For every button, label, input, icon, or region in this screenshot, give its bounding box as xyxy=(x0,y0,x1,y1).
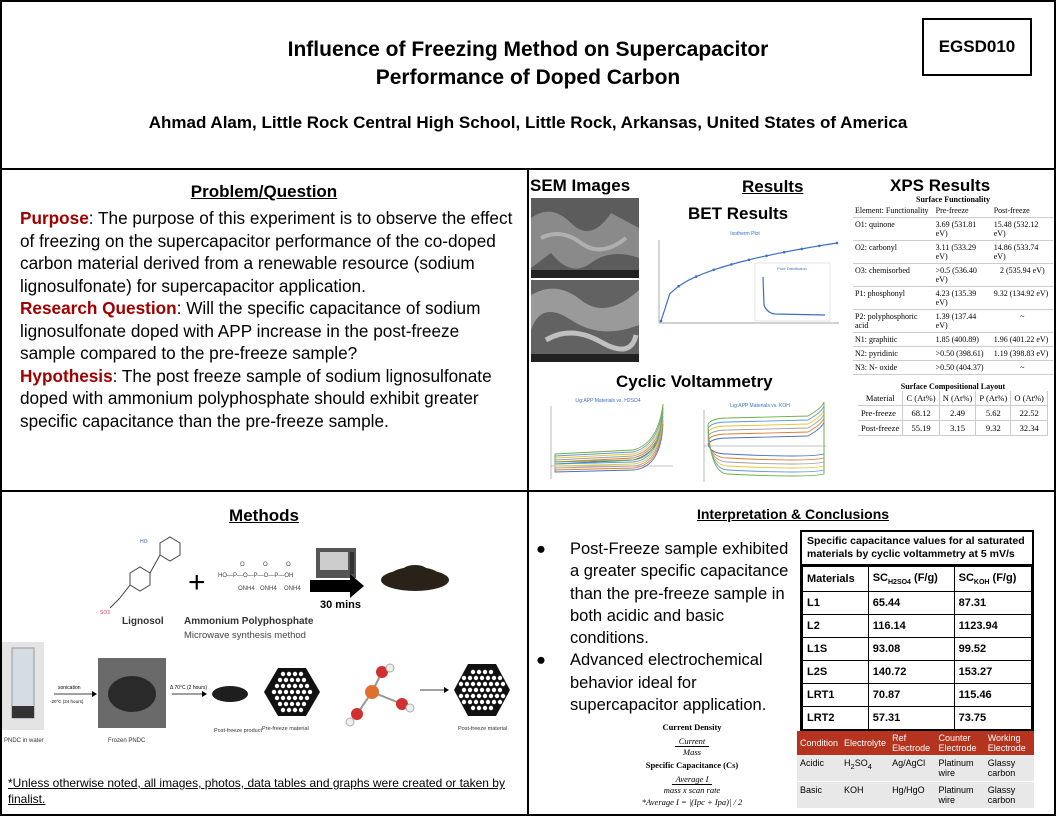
pore-dot xyxy=(489,682,493,686)
bet-point xyxy=(677,285,680,288)
heat-label: Δ 70°C (2 hours) xyxy=(170,685,208,691)
xps1-header: Pre-freeze xyxy=(934,204,992,218)
microwave-icon xyxy=(316,548,356,578)
bet-point xyxy=(801,248,804,251)
pore-dot xyxy=(462,700,466,704)
svg-text:HO—P—O—P—O—P—OH: HO—P—O—P—O—P—OH xyxy=(218,573,294,579)
average-formula: *Average I = |(Ipc + Ipa)| / 2 xyxy=(641,797,743,807)
pore-dot xyxy=(287,696,291,700)
xps2-header: P (At%) xyxy=(976,391,1011,406)
cd-denominator: Mass xyxy=(683,747,701,757)
pore-dot xyxy=(278,690,282,694)
xps-compositional-table xyxy=(858,382,1048,436)
sem-heading: SEM Images xyxy=(530,176,631,195)
cap-header: $SC_{H2SO4}$ (F/g) xyxy=(868,567,954,592)
pore-dot xyxy=(477,706,481,710)
pore-dot xyxy=(293,672,297,676)
bet-point xyxy=(748,259,751,262)
pore-dot xyxy=(305,684,309,688)
table-row: L2S 140.72 153.27 xyxy=(803,661,1032,684)
svg-text:ONH4: ONH4 xyxy=(284,586,301,592)
methods-freeze-diagram xyxy=(2,642,526,750)
xps2-header: N (At%) xyxy=(939,391,976,406)
pore-dot xyxy=(287,672,291,676)
xps2-header: C (At%) xyxy=(903,391,939,406)
row-divider xyxy=(0,490,1056,492)
author-line: Ahmad Alam, Little Rock Central High School, Little Rock, Arkansas, United States of America xyxy=(148,113,908,132)
pore-dot xyxy=(495,694,499,698)
xps1-header: Post-freeze xyxy=(992,204,1053,218)
capacitance-table-title: Specific capacitance values for al saturated materials by cyclic voltammetry at 5 mV/s xyxy=(802,532,1032,566)
pore-dot xyxy=(275,696,279,700)
pore-dot xyxy=(284,690,288,694)
conclusion-bullets xyxy=(532,538,800,716)
table-row: Post-freeze 55.19 3.15 9.32 32.34 xyxy=(858,421,1048,436)
pre-freeze-material-label: Pre-freeze material xyxy=(262,726,309,732)
pore-dot xyxy=(489,694,493,698)
table-row: O1: quinone 3.69 (531.81 eV) 15.48 (532.12 eV) xyxy=(853,218,1053,241)
bet-point xyxy=(713,269,716,272)
pore-dot xyxy=(299,708,303,712)
pore-dot xyxy=(299,684,303,688)
poster-title-line1: Influence of Freezing Method on Supercapacitor xyxy=(287,38,769,61)
cond-header: Condition xyxy=(797,731,841,755)
research-question-label: Research Question xyxy=(20,298,177,318)
pore-dot xyxy=(501,682,505,686)
table-row: P2: polyphosphoric acid 1.39 (137.44 eV) ~ xyxy=(853,310,1053,333)
formulas xyxy=(612,722,772,807)
sem-image-2 xyxy=(531,280,639,362)
post-freeze-product-icon xyxy=(212,686,248,702)
bet-point xyxy=(783,251,786,254)
pore-dot xyxy=(459,682,463,686)
svg-text:SO3: SO3 xyxy=(100,610,111,616)
capacitance-table xyxy=(802,566,1032,730)
sonication-label: sonication xyxy=(58,685,81,691)
pore-dot xyxy=(296,678,300,682)
pore-dot xyxy=(302,690,306,694)
pore-dot xyxy=(477,694,481,698)
post-freeze-material-label: Post-freeze material xyxy=(458,726,508,732)
bet-heading: BET Results xyxy=(688,204,789,223)
capacitance-table-box xyxy=(800,530,1034,732)
pore-dot xyxy=(281,696,285,700)
pore-dot xyxy=(302,678,306,682)
xps-table2-caption: Surface Compositional Layout xyxy=(900,382,1006,391)
purpose-label: Purpose xyxy=(20,208,89,228)
cd-numerator: Current xyxy=(675,736,710,747)
svg-text:ONH4: ONH4 xyxy=(238,586,255,592)
pore-dot xyxy=(459,694,463,698)
pore-dot xyxy=(492,688,496,692)
pore-dot xyxy=(483,670,487,674)
pore-dot xyxy=(468,676,472,680)
research-question-text: : Will the specific capacitance of sodium lignosulfonate doped with APP increase in the post-freeze sample compared to the pre-freeze sample? xyxy=(20,298,481,363)
svg-text:O: O xyxy=(240,562,245,568)
cond-header: Counter Electrode xyxy=(936,731,985,755)
pore-dot xyxy=(465,694,469,698)
list-item: ● Advanced electrochemical behavior ideal for supercapacitor application. xyxy=(536,651,767,715)
cv-plot-h2so4 xyxy=(533,394,678,489)
pore-dot xyxy=(299,672,303,676)
pore-dot xyxy=(480,688,484,692)
pore-dot xyxy=(471,682,475,686)
table-row: O2: carbonyl 3.11 (533.29 eV) 14.86 (533.74 eV) xyxy=(853,241,1053,264)
pore-dot xyxy=(495,682,499,686)
conclusions-heading: Interpretation & Conclusions xyxy=(696,506,890,522)
table-row: L1 65.44 87.31 xyxy=(803,592,1032,615)
bet-isotherm-plot xyxy=(645,225,843,345)
arrow-icon xyxy=(92,691,97,697)
pore-dot xyxy=(480,676,484,680)
cv-left-title: Lig:APP Materials vs. H2SO4 xyxy=(575,398,641,404)
specific-capacitance-label: Specific Capacitance (Cs) xyxy=(645,760,739,770)
bet-point xyxy=(695,275,698,278)
pore-dot xyxy=(471,694,475,698)
app-structure-icon xyxy=(218,562,301,592)
product-pile-icon xyxy=(381,565,449,591)
pore-dot xyxy=(278,678,282,682)
pore-dot xyxy=(272,690,276,694)
problem-text xyxy=(20,207,515,432)
pore-dot xyxy=(281,672,285,676)
pore-dot xyxy=(492,700,496,704)
pore-dot xyxy=(462,676,466,680)
cond-header: Working Electrode xyxy=(985,731,1034,755)
pore-dot xyxy=(474,700,478,704)
table-row: Pre-freeze 68.12 2.49 5.62 22.52 xyxy=(858,406,1048,421)
pore-dot xyxy=(275,684,279,688)
pore-dot xyxy=(305,696,309,700)
pore-dot xyxy=(281,708,285,712)
cv-heading: Cyclic Voltammetry xyxy=(616,372,773,391)
app-label: Ammonium Polyphosphate xyxy=(184,616,314,627)
pore-dot xyxy=(281,684,285,688)
molecule-icon xyxy=(346,664,414,726)
cap-header: $SC_{KOH}$ (F/g) xyxy=(954,567,1031,592)
hypothesis-label: Hypothesis xyxy=(20,365,113,386)
table-row: LRT1 70.87 115.46 xyxy=(803,684,1032,707)
table-row: N1: graphitic 1.85 (400.89) 1.96 (401.22 eV) xyxy=(853,333,1053,347)
pore-dot xyxy=(468,688,472,692)
arrow-icon xyxy=(202,691,207,697)
arrow-icon xyxy=(444,687,449,693)
pore-inset xyxy=(755,263,830,321)
methods-synthesis-diagram xyxy=(100,528,520,640)
pore-dot xyxy=(486,688,490,692)
table-row: N3: N- oxide >0.50 (404.37) ~ xyxy=(853,361,1053,375)
pore-dot xyxy=(278,702,282,706)
plus-icon: + xyxy=(188,566,206,599)
table-row: O3: chemisorbed >0.5 (536.40 eV) 2 (535.94 eV) xyxy=(853,264,1053,287)
xps-surface-functionality-table xyxy=(853,195,1053,375)
table-row: L1S 93.08 99.52 xyxy=(803,638,1032,661)
pore-dot xyxy=(290,690,294,694)
pore-dot xyxy=(501,694,505,698)
frozen-label: Frozen PNDC xyxy=(108,738,146,744)
hypothesis-text: : The post freeze sample of sodium lignosulfonate doped with ammonium polyphosphate should exhibit greater specific capacitance than the pre-freeze sample. xyxy=(20,365,492,431)
table-row: L2 116.14 1123.94 xyxy=(803,615,1032,638)
time-label: 30 mins xyxy=(320,599,361,611)
center-divider xyxy=(527,168,529,816)
pore-dot xyxy=(486,700,490,704)
pore-dot xyxy=(293,708,297,712)
pore-dot xyxy=(489,706,493,710)
results-heading: Results xyxy=(742,177,804,196)
poster-title-line2: Performance of Doped Carbon xyxy=(375,66,681,89)
pore-dot xyxy=(284,678,288,682)
table-row: Basic KOH Hg/HgO Platinum wire Glassy carbon xyxy=(797,782,1034,809)
cond-header: Electrolyte xyxy=(841,731,889,755)
bet-point xyxy=(730,263,733,266)
pore-inset-title: Pore Distribution xyxy=(777,266,807,271)
pore-dot xyxy=(471,706,475,710)
xps-table1-caption: Surface Functionality xyxy=(916,195,990,204)
table-row: P1: phosphonyl 4.23 (135.39 eV) 9.32 (134.92 eV) xyxy=(853,287,1053,310)
pore-dot xyxy=(498,688,502,692)
table-row: LRT2 57.31 73.75 xyxy=(803,707,1032,730)
svg-text:ONH4: ONH4 xyxy=(260,586,277,592)
sc-numerator: Average I xyxy=(672,774,713,785)
bet-point xyxy=(765,255,768,258)
title-block xyxy=(0,0,1056,170)
pore-dot xyxy=(486,676,490,680)
table-row: Acidic $H_2SO_4$ Ag/AgCl Platinum wire Glassy carbon xyxy=(797,755,1034,782)
pore-dot xyxy=(498,700,502,704)
pore-dot xyxy=(474,688,478,692)
project-code: EGSD010 xyxy=(922,18,1032,76)
problem-heading: Problem/Question xyxy=(190,182,338,201)
pore-dot xyxy=(465,682,469,686)
pore-dot xyxy=(477,682,481,686)
pore-dot xyxy=(480,700,484,704)
pndc-label: PNDC in water xyxy=(4,738,44,744)
pore-dot xyxy=(302,702,306,706)
pore-dot xyxy=(492,676,496,680)
pore-dot xyxy=(468,700,472,704)
sc-denominator: mass x scan rate xyxy=(663,785,721,795)
table-row: N2: pyridinic >0.50 (398.61) 1.19 (398.83 eV) xyxy=(853,347,1053,361)
pore-dot xyxy=(287,684,291,688)
microwave-label: Microwave synthesis method xyxy=(184,630,306,640)
bet-point xyxy=(818,245,821,248)
bet-point xyxy=(836,242,839,245)
svg-text:HO: HO xyxy=(140,539,148,545)
svg-text:O: O xyxy=(263,562,268,568)
pore-dot xyxy=(296,690,300,694)
cap-header: Materials xyxy=(803,567,869,592)
pore-dot xyxy=(284,702,288,706)
bet-plot-title: Isotherm Plot xyxy=(730,231,760,237)
current-density-label: Current Density xyxy=(662,722,722,732)
list-item: ● Post-Freeze sample exhibited a greater specific capacitance than the pre-freeze sample in both acidic and basic conditions. xyxy=(536,540,789,648)
pore-dot xyxy=(290,702,294,706)
pore-dot xyxy=(308,690,312,694)
pore-dot xyxy=(293,696,297,700)
pore-dot xyxy=(471,670,475,674)
methods-heading: Methods xyxy=(229,506,299,525)
sem-image-1 xyxy=(531,198,639,278)
pore-dot xyxy=(287,708,291,712)
xps2-header: O (At%) xyxy=(1011,391,1048,406)
purpose-text: : The purpose of this experiment is to observe the effect of freezing on the supercapacitor performance of the co-doped carbon material derived from a renewable resource (sodium lignosulfonate) for supercapacitor application. xyxy=(20,208,513,296)
lignosol-structure-icon xyxy=(110,537,180,608)
lignosol-label: Lignosol xyxy=(122,616,164,627)
xps1-header: Element: Functionality xyxy=(853,204,934,218)
cv-right-title: Lig:APP Materials vs. KOH xyxy=(730,403,790,409)
cv-plot-koh xyxy=(688,398,830,490)
footnote: *Unless otherwise noted, all images, photos, data tables and graphs were created or taken by finalist. xyxy=(8,776,505,806)
freeze-condition-label: -20°C (24 hours) xyxy=(50,699,84,704)
svg-text:O: O xyxy=(286,562,291,568)
pore-dot xyxy=(474,676,478,680)
pore-dot xyxy=(477,670,481,674)
post-freeze-product-label: Post-freeze product xyxy=(214,728,262,734)
pore-dot xyxy=(483,706,487,710)
conditions-table xyxy=(797,731,1034,809)
pore-dot xyxy=(498,676,502,680)
pore-dot xyxy=(483,694,487,698)
pore-dot xyxy=(483,682,487,686)
xps2-header: Material xyxy=(858,391,903,406)
cond-header: Ref Electrode xyxy=(889,731,935,755)
pore-dot xyxy=(489,670,493,674)
pore-dot xyxy=(296,702,300,706)
pore-dot xyxy=(290,678,294,682)
pore-dot xyxy=(293,684,297,688)
pore-dot xyxy=(462,688,466,692)
bet-point xyxy=(660,320,663,323)
pore-dot xyxy=(299,696,303,700)
xps-heading: XPS Results xyxy=(890,176,991,195)
